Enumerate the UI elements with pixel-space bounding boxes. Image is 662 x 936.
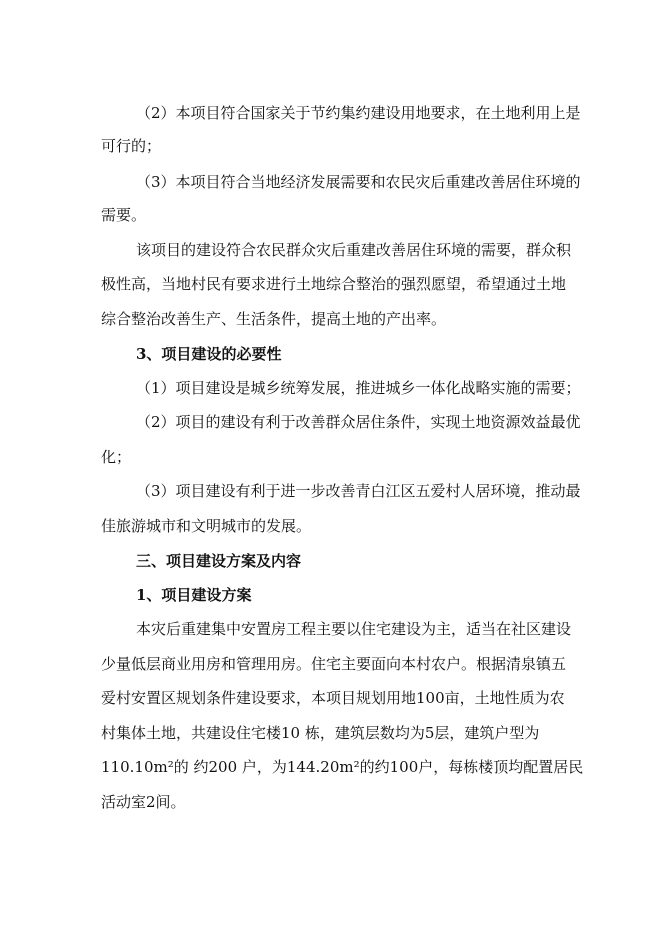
paragraph-line: （1）项目建设是城乡统筹发展，推进城乡一体化战略实施的需要； bbox=[136, 379, 581, 397]
section-heading-plan: 1、项目建设方案 bbox=[136, 586, 252, 604]
paragraph-line: （2）本项目符合国家关于节约集约建设用地要求，在土地利用上是 bbox=[136, 104, 581, 122]
paragraph-line: 村集体土地，共建设住宅楼10 栋，建筑层数均为5层，建筑户型为 bbox=[101, 724, 540, 742]
paragraph-line: 化； bbox=[101, 448, 132, 466]
paragraph-line: 需要。 bbox=[101, 206, 147, 224]
paragraph-line: 爱村安置区规划条件建设要求，本项目规划用地100亩，土地性质为农 bbox=[101, 689, 565, 707]
paragraph-line: 佳旅游城市和文明城市的发展。 bbox=[101, 517, 312, 535]
paragraph-line: （3）本项目符合当地经济发展需要和农民灾后重建改善居住环境的 bbox=[136, 173, 581, 191]
paragraph-line: 110.10m²的 约200 户，为144.20m²的约100户，每栋楼顶均配置居民 bbox=[101, 758, 584, 776]
paragraph-line: 本灾后重建集中安置房工程主要以住宅建设为主，适当在社区建设 bbox=[136, 620, 572, 638]
paragraph-line: 活动室2间。 bbox=[101, 793, 186, 811]
section-heading-necessity: 3、项目建设的必要性 bbox=[136, 345, 282, 363]
paragraph-line: 少量低层商业用房和管理用房。住宅主要面向本村农户。根据清泉镇五 bbox=[101, 655, 567, 673]
paragraph-line: （2）项目的建设有利于改善群众居住条件，实现土地资源效益最优 bbox=[136, 413, 581, 431]
paragraph-line: （3）项目建设有利于进一步改善青白江区五爱村人居环境，推动最 bbox=[136, 482, 581, 500]
paragraph-line: 可行的； bbox=[101, 137, 162, 155]
paragraph-line: 该项目的建设符合农民群众灾后重建改善居住环境的需要，群众积 bbox=[136, 241, 572, 259]
paragraph-line: 极性高，当地村民有要求进行土地综合整治的强烈愿望，希望通过土地 bbox=[101, 275, 567, 293]
paragraph-line: 综合整治改善生产、生活条件，提高土地的产出率。 bbox=[101, 310, 447, 328]
chapter-heading: 三、项目建设方案及内容 bbox=[136, 552, 302, 570]
